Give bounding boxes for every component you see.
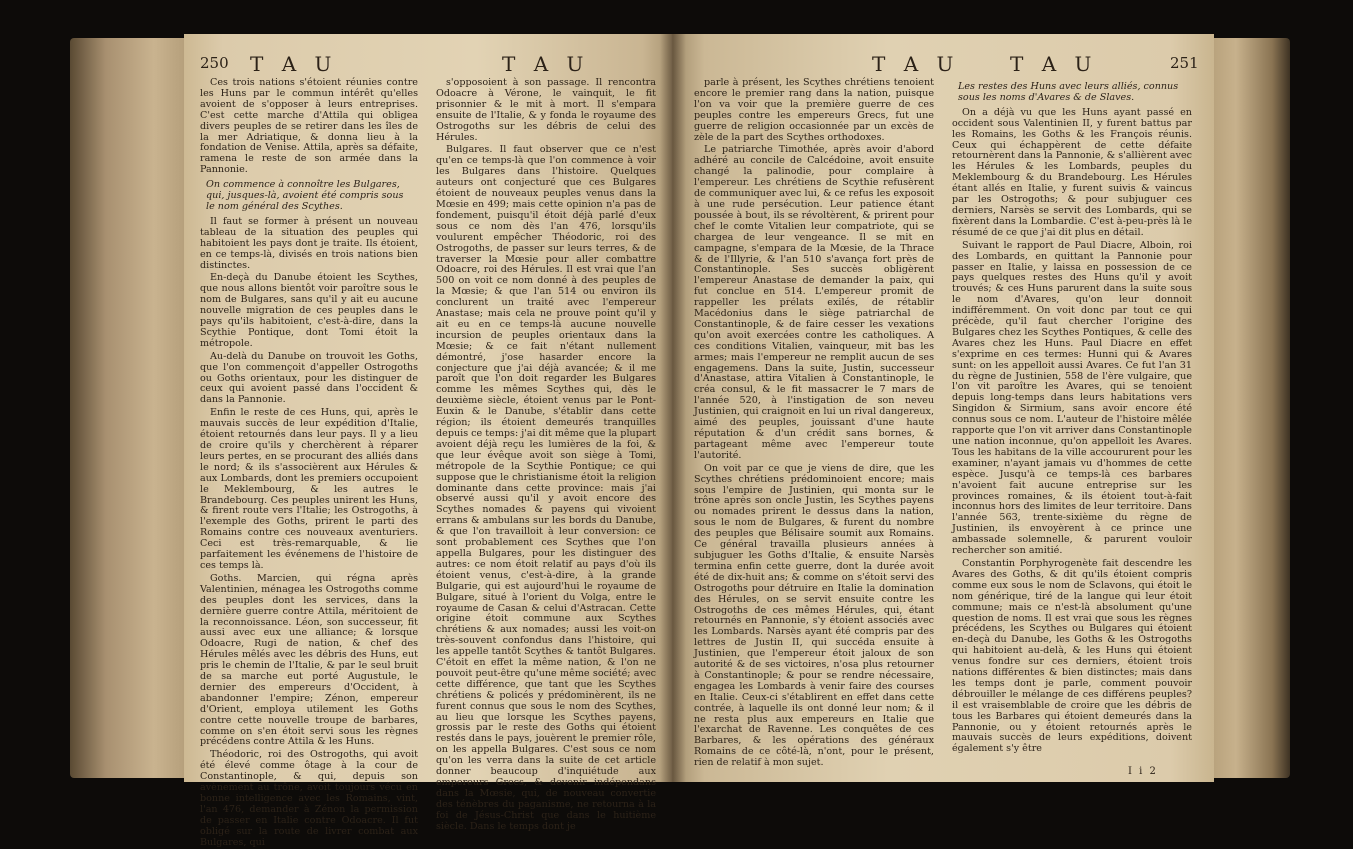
right-running-head (672, 52, 1214, 78)
book-gutter (660, 34, 686, 782)
left-header-word-col2: T A U (502, 52, 590, 76)
paragraph: Le patriarche Timothée, après avoir d'abord adhéré au concile de Calcédoine, avoit ensuite changé la palinodie, pour complaire à l'empereur. Les chrétiens de Scythie refusèrent de communiquer avec lui, & ce refus les exposoit à une rude persécution. Leur patience étant poussée à bout, ils se révoltèrent, & prirent pour chef le comte Vitalien leur compatriote, qui se chargea de leur vengeance. Il se mit en campagne, s'empara de la Mœsie, de la Thrace & de l'Illyrie, & l'an 510 s'avança fort près de Constantinople. Ses succès obligèrent l'empereur Anastase de demander la paix, qui fut conclue en 514. L'empereur promit de rappeller les prélats exilés, de rétablir Macédonius dans le siège patriarchal de Constantinople, & de faire cesser les vexations qu'on avoit exercées contre les catholiques. A ces conditions Vitalien, vainqueur, mit bas les armes; mais l'empereur ne remplit aucun de ses engagemens. Dans la suite, Justin, successeur d'Anastase, attira Vitalien à Constantinople, le créa consul, & le fit massacrer le 7 mars de l'année 520, à l'instigation de son neveu Justinien, qui craignoit en lui un rival dangereux, aimé des peuples, jouissant d'une haute réputation & d'un crédit sans bornes, & partageant même avec l'empereur toute l'autorité. (694, 144, 934, 461)
right-page (672, 34, 1214, 782)
left-column-1 (200, 77, 418, 848)
left-page-number: 250 (200, 54, 229, 72)
left-running-head (184, 52, 672, 78)
paragraph: On voit par ce que je viens de dire, que les Scythes chrétiens prédominoient encore; mais sous l'empire de Justinien, qui monta sur le trône après son oncle Justin, les Scythes payens ou nomades prirent le dessus dans la nation, sous le nom de Bulgares, & furent du nombre des peuples que Bélisaire soumit aux Romains. Ce général travailla plusieurs années à subjuguer les Goths d'Italie, & ensuite Narsès termina enfin cette guerre, dont la durée avoit été de dix-huit ans; & comme on s'étoit servi des Ostrogoths pour détruire en Italie la domination des Hérules, on se servit ensuite contre les Ostrogoths de ces mêmes Hérules, qui, étant retournés en Pannonie, s'y étoient associés avec les Lombards. Narsès ayant été compris par des lettres de Justin II, qui succéda ensuite à Justinien, que l'empereur étoit jaloux de son autorité & de ses victoires, n'osa plus retourner à Constantinople; & pour se rendre nécessaire, engagea les Lombards à venir faire des courses en Italie. Ceux-ci s'établirent en effet dans cette contrée, à laquelle ils ont donné leur nom; & il ne resta plus aux empereurs en Italie que l'exarchat de Ravenne. Les conquêtes de ces Barbares, & les opérations des généraux Romains de ce côté-là, n'ont, pour le présent, rien de relatif à mon sujet. (694, 462, 934, 769)
right-column-2 (952, 78, 1192, 766)
left-header-word-col1: T A U (250, 52, 338, 76)
paragraph: Enfin le reste de ces Huns, qui, après le mauvais succès de leur expédition d'Italie, étoient retournés dans leur pays. Il y a lieu de croire qu'ils y cherchèrent à réparer leurs pertes, en se procurant des alliés dans le nord; & ils s'associèrent aux Hérules & aux Lombards, dont les premiers occupoient le Meklembourg, & les autres le Brandebourg. Ces peuples unirent les Huns, & firent route vers l'Italie; les Ostrogoths, à l'exemple des Goths, prirent le parti des Romains contre ces nouveaux aventuriers. Ceci est très-remarquable, & lie parfaitement les événemens de l'histoire de ces temps là. (200, 407, 418, 571)
left-page (184, 34, 672, 848)
section-subtitle: Les restes des Huns avec leurs alliés, connus sous les noms d'Avares & de Slaves. (958, 81, 1179, 103)
paragraph: Constantin Porphyrogenète fait descendre les Avares des Goths, & dit qu'ils étoient compris comme eux sous le nom de Sclavons, qui étoit le nom générique, tiré de la langue qui leur étoit commune; mais ce n'est-là absolument qu'une question de noms. Il est vrai que sous les règnes précédens, les Scythes ou Bulgares qui étoient en-deçà du Danube, les Goths & les Ostrogoths qui habitoient au-delà, & les Huns qui étoient venus fondre sur ces derniers, étoient trois nations différentes & bien distinctes; mais dans les temps dont je parle, comment pouvoir débrouiller le mélange de ces différens peuples? il est vraisemblable de croire que les débris de tous les Barbares qui étoient demeurés dans la Pannonie, ou y étoient retournés après le mauvais succès de leurs expéditions, doivent également s'y être (952, 557, 1192, 755)
paragraph: s'opposoient à son passage. Il rencontra Odoacre à Vérone, le vainquit, le fit prisonnier & le mit à mort. Il s'empara ensuite de l'Italie, & y fonda le royaume des Ostrogoths sur les débris de celui des Hérules. (436, 77, 656, 143)
paragraph: On a déjà vu que les Huns ayant passé en occident sous Valentinien II, y furent battus par les Romains, les Goths & les François réunis. Ceux qui échappèrent de cette défaite retournèrent dans la Pannonie, & s'allièrent avec les Hérules & les Lombards, peuples du Meklembourg & du Brandebourg. Les Hérules étant allés en Italie, y furent suivis & vaincus par les Ostrogoths; & pour subjuguer ces derniers, Narsès se servit des Lombards, qui se fixèrent dans la Lombardie. C'est à-peu-près là le résumé de ce que j'ai dit plus en détail. (952, 106, 1193, 238)
paragraph: parle à présent, les Scythes chrétiens tenoient encore le premier rang dans la nation, puisque l'on va voir que la première guerre de ces peuples contre les empereurs Grecs, fut une guerre de religion occasionnée par un excès de zèle de la part des Scythes orthodoxes. (694, 77, 934, 143)
paragraph: Goths. Marcien, qui régna après Valentinien, ménagea les Ostrogoths comme des peuples dont les services, dans la dernière guerre contre Attila, méritoient de la reconnoissance. Léon, son successeur, fit aussi avec eux une alliance; & lorsque Odoacre, Rugi de nation, & chef des Hérules mêlés avec les débris des Huns, eut pris le chemin de l'Italie, & par le seul bruit de sa marche eut porté Augustule, le dernier des empereurs d'Occident, à abandonner l'empire; Zénon, empereur d'Orient, employa utilement les Goths contre cette nouvelle troupe de barbares, comme on s'en étoit servi sous les règnes précédens contre Attila & les Huns. (200, 572, 418, 748)
right-page-number: 251 (1170, 54, 1199, 72)
paragraph: Théodoric, roi des Ostrogoths, qui avoit été élevé comme ôtage à la cour de Constantinople, & qui, depuis son avènement au trône, avoit toujours vécu en bonne intelligence avec les Romains, vint, l'an 476, demander à Zénon la permission de passer en Italie contre Odoacre. Il fut obligé sur la route de livrer combat aux Bulgares, qui (200, 749, 418, 848)
left-page-edges (70, 38, 190, 778)
paragraph: Ces trois nations s'étoient réunies contre les Huns par le commun intérêt qu'elles avoient de s'opposer à leurs entreprises. C'est cette marche d'Attila qui obligea divers peuples de se retirer dans les îles de la mer Adriatique, & donna lieu à la fondation de Venise. Attila, après sa défaite, ramena le reste de son armée dans la Pannonie. (200, 77, 418, 176)
right-header-word-col2: T A U (1010, 52, 1098, 76)
right-header-word-col1: T A U (872, 52, 960, 76)
left-column-2 (436, 77, 656, 832)
right-column-1 (694, 78, 934, 776)
paragraph: En-deçà du Danube étoient les Scythes, que nous allons bientôt voir paroître sous le nom de Bulgares, sans qu'il y ait eu aucune nouvelle migration de ces peuples dans le pays qu'ils habitoient, c'est-à-dire, dans la Scythie Pontique, dont Tomi étoit la métropole. (200, 272, 418, 349)
paragraph: Au-delà du Danube on trouvoit les Goths, que l'on commençoit d'appeller Ostrogoths ou Goths orientaux, pour les distinguer de ceux qui avoient passé dans l'occident & dans la Pannonie. (200, 350, 418, 406)
signature-mark: I i 2 (1128, 766, 1158, 777)
paragraph: Bulgares. Il faut observer que ce n'est qu'en ce temps-là que l'on commence à voir les Bulgares dans l'histoire. Quelques auteurs ont conjecturé que ces Bulgares étoient de nouveaux peuples venus dans la Mœsie en 499; mais cette opinion n'a pas de fondement, puisqu'il étoit déjà parlé d'eux sous ce nom dès l'an 476, lorsqu'ils voulurent empêcher Théodoric, roi des Ostrogoths, de passer sur leurs terres, & de traverser la Mœsie pour aller combattre Odoacre, roi des Hérules. Il est vrai que l'an 500 on voit ce nom donné à des peuples de la Mœsie; & que l'an 514 ou environ ils conclurent un traité avec l'empereur Anastase; mais cela ne prouve point qu'il y ait eu en ce temps-là aucune nouvelle incursion de peuples orientaux dans la Mœsie; & ce fait n'étant nullement démontré, j'ose hasarder encore la conjecture que j'ai déjà avancée; & il me paroît que l'on doit regarder les Bulgares comme les mêmes Scythes qui, dès le deuxième siècle, étoient venus par le Pont-Euxin & le Danube, s'établir dans cette région; ils étoient demeurés tranquilles depuis ce temps: j'ai dit même que la plupart avoient déjà reçu les lumières de la foi, & que leur évêque avoit son siège à Tomi, métropole de la Scythie Pontique; ce qui suppose que le christianisme étoit la religion dominante dans cette province: mais j'ai observé aussi qu'il y avoit encore des Scythes nomades & payens qui vivoient errans & ambulans sur les bords du Danube, & que l'on travailloit à leur conversion: ce sont probablement ces Scythes que l'on appella Bulgares, pour les distinguer des autres: ce nom étoit relatif au pays d'où ils étoient venus, c'est-à-dire, à la grande Bulgarie, qui est aujourd'hui le royaume de Bulgare, situé à l'orient du Volga, entre le royaume de Casan & celui d'Astracan. Cette origine étoit commune aux Scythes chrétiens & aux nomades; aussi les voit-on très-souvent confondus dans l'histoire, qui les appelle tantôt Scythes & tantôt Bulgares. C'étoit en effet la même nation, & l'on ne pouvoit peut-être qu'une même société; avec cette différence, que tant que les Scythes chrétiens & policés y prédominèrent, ils ne furent connus que sous le nom des Scythes, au lieu que lorsque les Scythes payens, grossis par le reste des Goths qui étoient restés dans le pays, jouèrent le premier rôle, on les appella Bulgares. C'est sous ce nom qu'on les verra dans la suite de cet article donner beaucoup d'inquiétude aux empereurs Grecs, & devenir indépendans dans la Mœsie, qui, de nouveau convertie des ténèbres du paganisme, ne retourna à la foi de Jésus-Christ que dans le huitième siècle. Dans le temps dont je (436, 144, 656, 832)
paragraph: Suivant le rapport de Paul Diacre, Alboin, roi des Lombards, en quittant la Pannonie pour passer en Italie, y laissa en possession de ce pays quelques restes des Huns qu'il y avoit trouvés; & ces Huns parurent dans la suite sous le nom d'Avares, qu'on leur donnoit indifféremment. On voit donc par tout ce qui précède, qu'il faut chercher l'origine des Bulgares chez les Scythes Pontiques, & celle des Avares chez les Huns. Paul Diacre en effet s'exprime en ces termes: Hunni qui & Avares sunt: on les appelloit aussi Avares. Ce fut l'an 31 du règne de Justinien, 558 de l'ère vulgaire, que l'on vit paroître les Avares, qui se tenoient depuis long-temps dans leurs habitations vers Singidon & Sirmium, sans avoir encore été connus sous ce nom. L'auteur de l'histoire mêlée rapporte que l'on vit arriver dans Constantinople une nation inconnue, qu'on appelloit les Avares. Tous les habitans de la ville accoururent pour les examiner, n'ayant jamais vu d'hommes de cette espèce. Jusqu'à ce temps-là ces barbares n'avoient fait aucune entreprise sur les provinces romaines, & ils étoient tout-à-fait inconnus hors des limites de leur territoire. Dans l'année 563, trente-sixième du règne de Justinien, ils envoyèrent à ce prince une ambassade solemnelle, & parurent vouloir rechercher son amitié. (952, 239, 1192, 557)
section-subtitle: On commence à connoître les Bulgares, qui, jusques-là, avoient été compris sous le nom général des Scythes. (206, 179, 404, 212)
paragraph: Il faut se former à présent un nouveau tableau de la situation des peuples qui habitoient les pays dont je traite. Ils étoient, en ce temps-là, divisés en trois nations bien distinctes. (200, 215, 418, 271)
